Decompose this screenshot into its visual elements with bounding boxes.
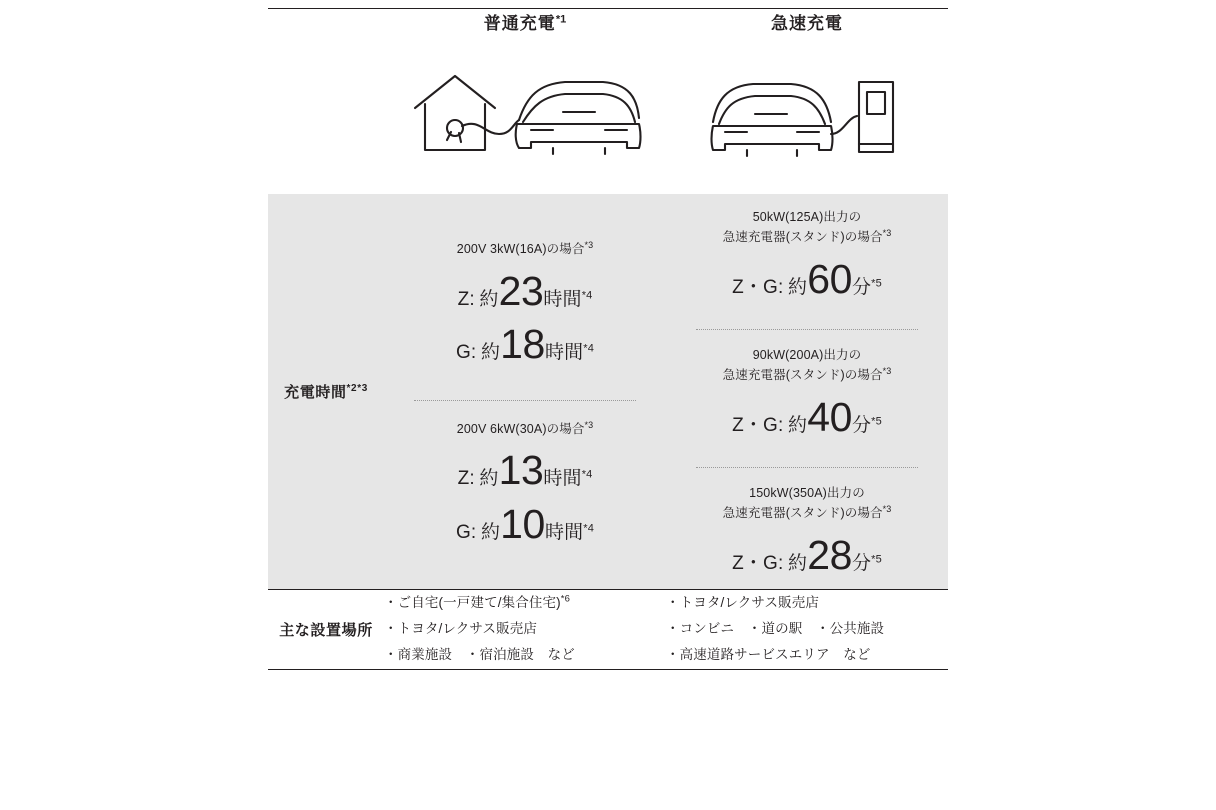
- normal-charging-block-1: [384, 225, 666, 378]
- normal-charging-value-1a: [390, 267, 660, 314]
- house-with-charging-cable-and-car-icon: [407, 155, 643, 172]
- quick-charging-condition-2: [672, 346, 942, 386]
- quick-charging-value-2: [672, 393, 942, 440]
- normal-charging-condition-1: [390, 239, 660, 260]
- value-sup: *4: [581, 289, 593, 302]
- quick-charging-condition-3-line1: 150kW(350A)出力の: [749, 485, 865, 500]
- normal-charging-time-cell: [384, 194, 666, 589]
- charging-spec-table: [268, 8, 948, 670]
- value-unit: 時間: [543, 288, 582, 310]
- value-approx: 約: [479, 468, 499, 490]
- quick-install-places-cell: [666, 589, 948, 669]
- value-unit: 時間: [543, 468, 582, 490]
- value-approx: 約: [788, 276, 808, 298]
- value-sup: *4: [583, 522, 594, 535]
- charging-time-label-sup: *2*3: [346, 382, 368, 394]
- list-item-text: ・コンビニ ・道の駅 ・公共施設: [666, 621, 885, 637]
- header-quick-charging-label: 急速充電: [770, 14, 844, 33]
- value-approx: 約: [788, 552, 808, 574]
- normal-charging-condition-2-text: 200V 6kW(30A)の場合: [456, 422, 585, 437]
- quick-charging-condition-2-line1: 90kW(200A)出力の: [752, 347, 862, 362]
- header-normal-charging: [384, 9, 666, 35]
- car-with-charging-station-icon: [707, 155, 907, 172]
- header-normal-charging-sup: *1: [555, 13, 567, 26]
- normal-charging-block-2: [384, 405, 666, 558]
- list-item: [666, 590, 948, 616]
- value-number: 10: [500, 500, 545, 547]
- value-prefix: G:: [455, 341, 477, 363]
- quick-charging-condition-1: [672, 208, 942, 248]
- quick-charging-illustration-cell: [666, 34, 948, 194]
- charging-time-label: 充電時間: [284, 383, 347, 401]
- quick-charging-block-2: [666, 332, 948, 451]
- quick-charging-value-3: [672, 531, 942, 578]
- normal-charging-illustration-cell: [384, 34, 666, 194]
- list-item: [666, 642, 948, 668]
- quick-charging-condition-1-line2: 急速充電器(スタンド)の場合: [722, 230, 883, 245]
- icon-row-empty-cell: [268, 34, 384, 194]
- quick-charging-condition-3: [672, 484, 942, 524]
- normal-charging-value-2a: [390, 449, 660, 492]
- charging-time-row: [268, 194, 948, 589]
- value-number: 40: [807, 393, 852, 440]
- install-places-row: [268, 589, 948, 669]
- value-sup: *5: [871, 553, 882, 566]
- list-item: [384, 590, 666, 616]
- list-item-text: ・高速道路サービスエリア など: [666, 647, 871, 663]
- list-item: [666, 616, 948, 642]
- normal-charging-divider: [414, 400, 636, 401]
- table-header-row: [268, 9, 948, 35]
- list-item: [384, 642, 666, 668]
- value-number: 23: [498, 267, 544, 314]
- value-approx: 約: [480, 521, 501, 543]
- quick-charging-divider-1: [696, 329, 918, 330]
- value-unit: 分: [852, 552, 872, 574]
- value-prefix: Z:: [457, 288, 475, 310]
- normal-charging-condition-1-sup: *3: [584, 240, 594, 251]
- list-item-text: ・商業施設 ・宿泊施設 など: [384, 647, 575, 663]
- value-prefix: G:: [455, 521, 477, 543]
- normal-charging-condition-1-text: 200V 3kW(16A)の場合: [456, 242, 585, 257]
- quick-charging-condition-3-sup: *3: [882, 504, 892, 515]
- quick-charging-condition-1-line1: 50kW(125A)出力の: [752, 210, 862, 224]
- value-unit: 時間: [544, 521, 584, 543]
- value-number: 13: [498, 447, 544, 494]
- quick-charging-block-3: [666, 470, 948, 589]
- value-number: 28: [807, 531, 852, 578]
- value-prefix: Z・G:: [732, 414, 784, 436]
- table-icon-row: [268, 34, 948, 194]
- value-unit: 時間: [544, 341, 584, 363]
- value-prefix: Z:: [457, 468, 475, 490]
- charging-time-label-cell: [268, 194, 384, 589]
- header-quick-charging: [666, 9, 948, 35]
- quick-charging-block-1: [666, 194, 948, 313]
- normal-charging-condition-2-sup: *3: [584, 419, 594, 430]
- value-sup: *4: [583, 342, 594, 355]
- list-item: [384, 616, 666, 642]
- value-number: 60: [807, 255, 852, 302]
- list-item-text: ・トヨタ/レクサス販売店: [384, 621, 538, 637]
- quick-charging-value-1: [672, 255, 942, 302]
- quick-charging-condition-3-line2: 急速充電器(スタンド)の場合: [722, 506, 883, 521]
- value-unit: 分: [852, 276, 872, 298]
- header-normal-charging-label: 普通充電: [483, 14, 556, 33]
- list-item-text: ・トヨタ/レクサス販売店: [666, 594, 820, 610]
- list-item-text: ・ご自宅(一戸建て/集合住宅): [384, 594, 561, 610]
- normal-charging-value-1b: [390, 320, 660, 367]
- value-prefix: Z・G:: [732, 276, 784, 298]
- value-sup: *5: [871, 415, 882, 428]
- quick-charging-time-cell: [666, 194, 948, 589]
- value-prefix: Z・G:: [732, 552, 784, 574]
- list-item-sup: *6: [560, 593, 571, 605]
- install-places-label: 主な設置場所: [279, 621, 373, 639]
- value-sup: *5: [871, 277, 882, 290]
- value-unit: 分: [852, 414, 872, 436]
- value-approx: 約: [479, 288, 499, 310]
- value-approx: 約: [480, 341, 501, 363]
- quick-charging-condition-2-line2: 急速充電器(スタンド)の場合: [722, 368, 883, 383]
- quick-charging-condition-2-sup: *3: [882, 366, 892, 377]
- install-places-label-cell: [268, 589, 384, 669]
- quick-charging-condition-1-sup: *3: [882, 228, 892, 239]
- normal-install-places-cell: [384, 589, 666, 669]
- value-sup: *4: [581, 469, 593, 482]
- normal-charging-condition-2: [390, 419, 660, 440]
- value-approx: 約: [788, 414, 808, 436]
- header-empty-cell: [268, 9, 384, 35]
- value-number: 18: [500, 320, 545, 367]
- quick-charging-divider-2: [696, 467, 918, 468]
- normal-charging-value-2b: [390, 500, 660, 547]
